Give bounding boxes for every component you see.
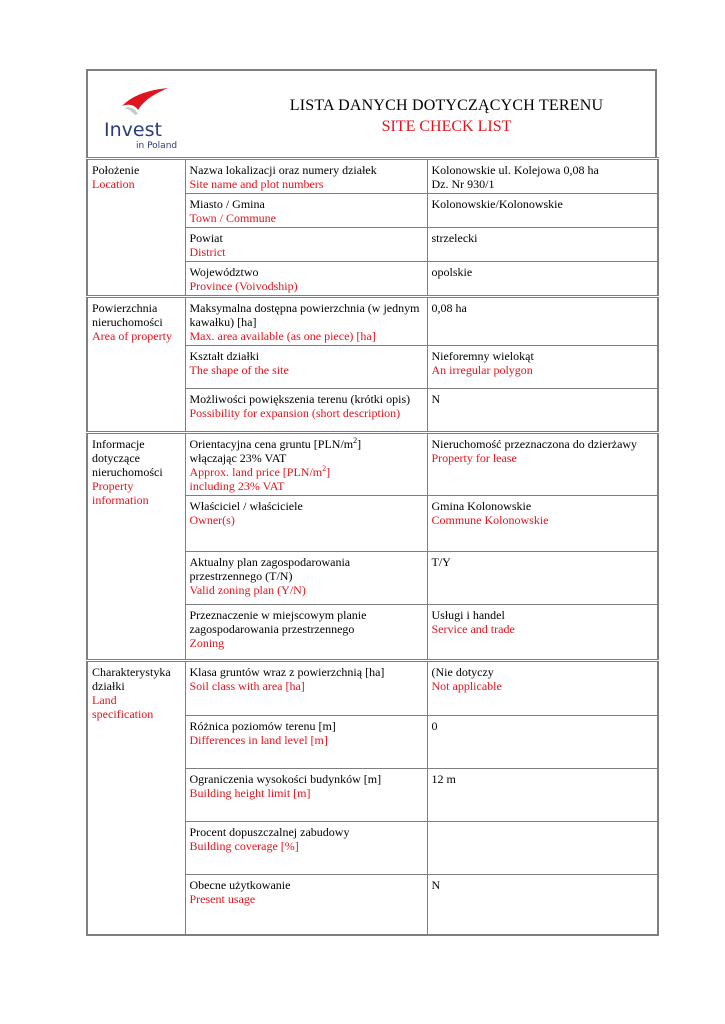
field-town xyxy=(185,194,427,228)
section-land-spec xyxy=(87,661,185,935)
value-level-diff xyxy=(427,716,658,769)
value-text: 0,08 ha xyxy=(431,301,467,315)
field-label-en: Province (Voivodship) xyxy=(189,279,298,293)
section-label-en: information xyxy=(92,493,149,507)
field-land-price xyxy=(185,433,427,496)
field-label-en: Max. area available (as one piece) [ha] xyxy=(189,329,376,343)
field-label-pl: przestrzennego (T/N) xyxy=(189,569,293,583)
value-text: Usługi i handel xyxy=(431,608,505,622)
value-text: Dz. Nr 930/1 xyxy=(431,177,495,191)
field-label-en: including 23% VAT xyxy=(189,479,285,493)
field-zoning xyxy=(185,605,427,661)
field-province xyxy=(185,262,427,297)
field-label-pl: Procent dopuszczalnej zabudowy xyxy=(189,825,350,839)
field-soil-class xyxy=(185,661,427,716)
field-expansion xyxy=(185,389,427,433)
field-label-pl: Nazwa lokalizacji oraz numery działek xyxy=(189,163,377,177)
invest-in-poland-logo xyxy=(102,84,182,152)
field-label-en: Zoning xyxy=(189,636,225,650)
field-label-pl: włączając 23% VAT xyxy=(189,451,287,465)
value-text: Nieforemny wielokąt xyxy=(431,349,534,363)
value-district xyxy=(427,228,658,262)
value-text: Nieruchomość przeznaczona do dzierżawy xyxy=(431,437,638,451)
field-label-en: Building coverage [%] xyxy=(189,839,299,853)
table-row xyxy=(87,159,658,194)
field-label-en: Site name and plot numbers xyxy=(189,177,324,191)
section-label-pl: Położenie xyxy=(92,163,140,177)
section-label-pl: Powierzchnia xyxy=(92,301,158,315)
field-label-en: District xyxy=(189,245,226,259)
section-label-pl: Informacje xyxy=(92,437,145,451)
field-label-pl: Orientacyjna cena gruntu $[PLN/m^2]$ xyxy=(189,436,362,451)
field-label-pl: Właściciel / właściciele xyxy=(189,499,303,513)
value-text: 0 xyxy=(431,719,438,733)
field-label-pl: Możliwości powiększenia terenu (krótki opis) xyxy=(189,392,411,406)
document-header xyxy=(86,69,657,157)
value-shape xyxy=(427,346,658,389)
field-label-pl: kawałku) [ha] xyxy=(189,315,257,329)
field-label-pl: Kształt działki xyxy=(189,349,260,363)
value-text-en: Property for lease xyxy=(431,451,517,465)
section-label-en: Area of property xyxy=(92,329,172,343)
section-label-en: specification xyxy=(92,707,154,721)
value-province xyxy=(427,262,658,297)
field-label-pl: Przeznaczenie w miejscowym planie xyxy=(189,608,367,622)
section-property-info xyxy=(87,433,185,661)
value-text-en: An irregular polygon xyxy=(431,363,533,377)
value-text: Kolonowskie ul. Kolejowa 0,08 ha xyxy=(431,163,599,177)
value-max-area xyxy=(427,297,658,346)
section-label-pl: dotyczące xyxy=(92,451,140,465)
title-polish: LISTA DANYCH DOTYCZĄCYCH TERENU xyxy=(289,97,604,114)
table-row xyxy=(87,661,658,716)
section-location xyxy=(87,159,185,297)
field-label-en: Owner(s) xyxy=(189,513,235,527)
value-text: N xyxy=(431,392,441,406)
value-text: N xyxy=(431,878,441,892)
field-label-pl: Klasa gruntów wraz z powierzchnią [ha] xyxy=(189,665,385,679)
field-label-en: Approx. land price $[PLN/m^2]$ xyxy=(189,464,331,479)
logo-text-sub: in Poland xyxy=(136,141,178,151)
field-label-en: Present usage xyxy=(189,892,256,906)
field-label-en: Differences in land level [m] xyxy=(189,733,328,747)
field-label-pl: Województwo xyxy=(189,265,259,279)
value-zoning xyxy=(427,605,658,661)
field-present-usage xyxy=(185,875,427,935)
value-text: 12 m xyxy=(431,772,456,786)
field-label-en: Valid zoning plan (Y/N) xyxy=(189,583,306,597)
section-label-pl: nieruchomości xyxy=(92,315,163,329)
table-row xyxy=(87,297,658,346)
site-check-table xyxy=(86,157,659,936)
field-label-pl: Aktualny plan zagospodarowania xyxy=(189,555,351,569)
field-max-area xyxy=(185,297,427,346)
section-area xyxy=(87,297,185,433)
field-label-pl: Powiat xyxy=(189,231,223,245)
value-text-en: Commune Kolonowskie xyxy=(431,513,549,527)
field-height-limit xyxy=(185,769,427,822)
field-label-en: Possibility for expansion (short description) xyxy=(189,406,401,420)
section-label-pl: Charakterystyka xyxy=(92,665,171,679)
field-zoning-plan xyxy=(185,552,427,605)
field-label-pl: Maksymalna dostępna powierzchnia (w jednym xyxy=(189,301,420,315)
value-soil-class xyxy=(427,661,658,716)
value-zoning-plan xyxy=(427,552,658,605)
field-label-en: Soil class with area [ha] xyxy=(189,679,305,693)
field-shape xyxy=(185,346,427,389)
logo-text-main: Invest xyxy=(104,119,162,141)
field-site-name xyxy=(185,159,427,194)
value-text-en: Not applicable xyxy=(431,679,502,693)
field-label-en: Town / Commune xyxy=(189,211,276,225)
value-expansion xyxy=(427,389,658,433)
value-owner xyxy=(427,496,658,552)
field-label-en: The shape of the site xyxy=(189,363,289,377)
value-text: strzelecki xyxy=(431,231,478,245)
field-district xyxy=(185,228,427,262)
value-coverage xyxy=(427,822,658,875)
field-label-pl: Ograniczenia wysokości budynków [m] xyxy=(189,772,382,786)
field-coverage xyxy=(185,822,427,875)
value-present-usage xyxy=(427,875,658,935)
field-label-pl: Obecne użytkowanie xyxy=(189,878,291,892)
value-text: (Nie dotyczy xyxy=(431,665,494,679)
table-row xyxy=(87,433,658,496)
value-height-limit xyxy=(427,769,658,822)
field-label-pl: Miasto / Gmina xyxy=(189,197,265,211)
section-label-pl: działki xyxy=(92,679,125,693)
value-land-price xyxy=(427,433,658,496)
section-label-pl: nieruchomości xyxy=(92,465,163,479)
value-text: T/Y xyxy=(431,555,451,569)
value-text: opolskie xyxy=(431,265,473,279)
value-site-name xyxy=(427,159,658,194)
value-town xyxy=(427,194,658,228)
section-label-en: Property xyxy=(92,479,134,493)
field-label-en: Building height limit [m] xyxy=(189,786,311,800)
section-label-en: Location xyxy=(92,177,135,191)
field-label-pl: zagospodarowania przestrzennego xyxy=(189,622,355,636)
field-owner xyxy=(185,496,427,552)
field-level-diff xyxy=(185,716,427,769)
title-english: SITE CHECK LIST xyxy=(381,118,512,135)
value-text-en: Service and trade xyxy=(431,622,515,636)
value-text: Kolonowskie/Kolonowskie xyxy=(431,197,563,211)
section-label-en: Land xyxy=(92,693,117,707)
site-check-document xyxy=(86,69,657,936)
field-label-pl: Różnica poziomów terenu [m] xyxy=(189,719,336,733)
value-text: Gmina Kolonowskie xyxy=(431,499,532,513)
